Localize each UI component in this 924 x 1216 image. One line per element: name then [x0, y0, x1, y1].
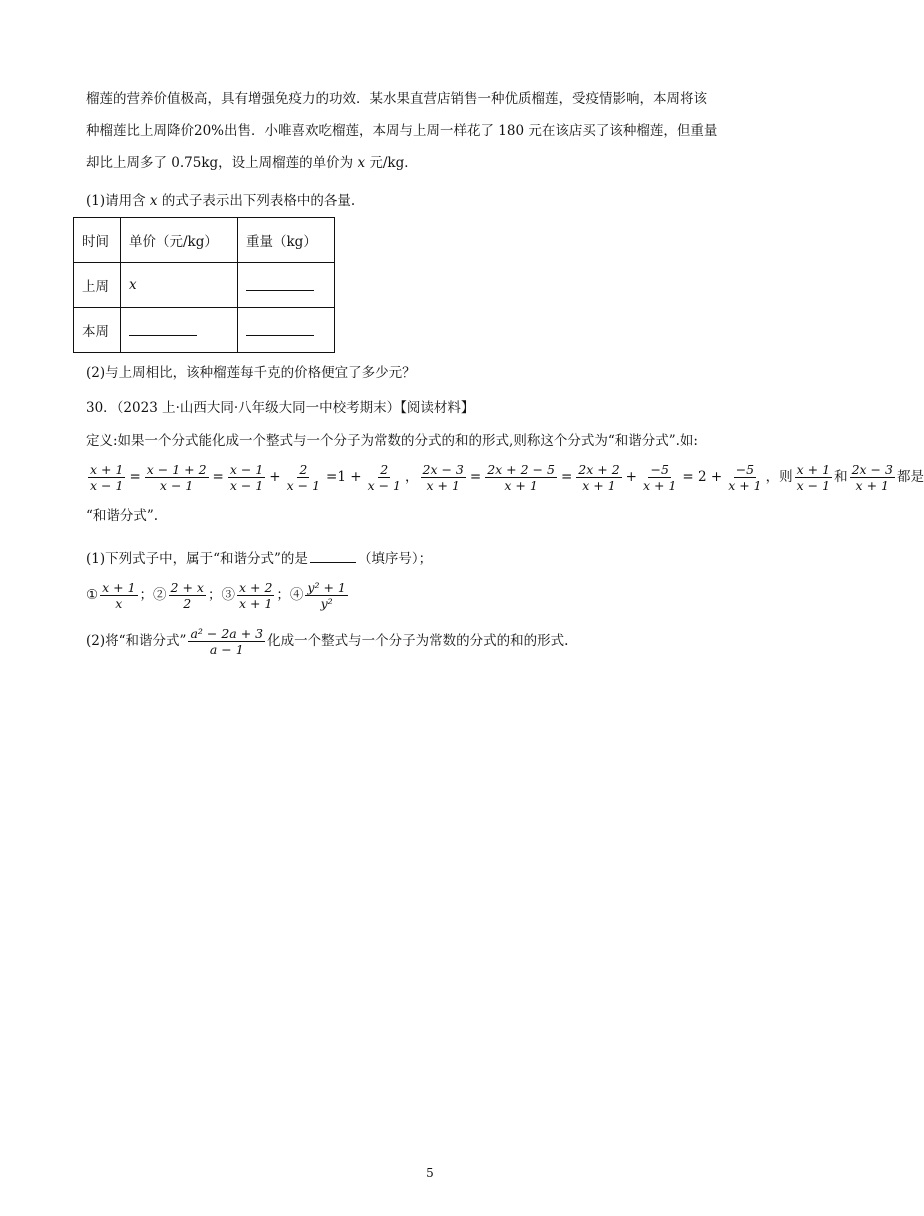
question-30-1 — [86, 548, 786, 570]
fraction: $\frac{x + 1}{x - 1}$ — [796, 462, 831, 493]
table-header-cell: 时间 — [74, 218, 121, 263]
option-list — [86, 578, 786, 612]
equals-sign: = — [129, 469, 141, 485]
and-word: 和 — [834, 469, 848, 485]
fraction: $\frac{2x + 2 - 5}{x + 1}$ — [487, 462, 555, 493]
option-marker: ① — [86, 587, 99, 603]
q30-1-text-b: （填序号）； — [357, 551, 433, 567]
question-29-1 — [86, 190, 786, 212]
price-cell: x — [121, 263, 238, 308]
fraction: $\frac{x + 1}{x}$ — [102, 580, 136, 611]
fraction: $\frac{x + 2}{x + 1}$ — [238, 580, 273, 611]
problem-30-definition: 定义:如果一个分式能化成一个整式与一个分子为常数的分式的和的形式,则称这个分式为“和谐分式”.如: — [86, 433, 698, 449]
equals-sign: = — [212, 469, 224, 485]
problem-29-line-3 — [86, 152, 786, 174]
weight-cell — [238, 308, 335, 353]
tail-word: 都是 — [896, 469, 924, 485]
question-29-2: (2)与上周相比，该种榴莲每千克的价格便宜了多少元？ — [86, 365, 416, 381]
then-word: ，则 — [765, 469, 793, 485]
table-row — [74, 308, 335, 353]
fraction: $\frac{2 + x}{2}$ — [170, 580, 204, 611]
variable-x: x — [357, 155, 366, 171]
option-marker: ；② — [139, 587, 167, 603]
fraction: $\frac{2}{x - 1}$ — [286, 462, 321, 493]
q30-2-text-a: (2)将“和谐分式” — [86, 633, 187, 649]
plus-sign: + — [625, 469, 637, 485]
table-header-row — [74, 218, 335, 263]
line-3-text-b: 元/kg． — [365, 155, 418, 171]
row-label: 上周 — [74, 263, 121, 308]
q1-variable-x: x — [149, 193, 158, 209]
line-3-text-a: 却比上周多了 0.75kg，设上周榴莲的单价为 — [86, 155, 358, 171]
separator: ， — [405, 469, 419, 485]
table-row — [74, 263, 335, 308]
page-number: 5 — [426, 1166, 434, 1180]
fraction: $\frac{-5}{x + 1}$ — [728, 462, 762, 493]
fraction: $\frac{2x + 2}{x + 1}$ — [578, 462, 620, 493]
option-marker: ；④ — [276, 587, 304, 603]
price-cell — [121, 308, 238, 353]
fraction: $\frac{x + 1}{x - 1}$ — [90, 462, 124, 493]
example-equations — [86, 460, 924, 494]
answer-blank[interactable] — [246, 321, 314, 336]
equals-sign: = — [560, 469, 573, 485]
answer-blank[interactable] — [246, 276, 314, 291]
equals-sign: = — [469, 469, 482, 485]
option-marker: ；③ — [207, 587, 235, 603]
q1-text-a: (1)请用含 — [86, 193, 150, 209]
q1-text-b: 的式子表示出下列表格中的各量. — [157, 193, 356, 209]
fraction: $\frac{\text{a² − 2a + 3}}{a - 1}$ — [190, 626, 264, 657]
fraction: $\frac{2}{x - 1}$ — [367, 462, 401, 493]
table-header-cell: 单价（元/kg） — [121, 218, 238, 263]
equals-sign: =1 + — [326, 469, 362, 485]
fraction: $\frac{\text{y² + 1}}{\text{y²}}$ — [307, 580, 346, 611]
quantity-table — [73, 217, 335, 353]
question-30-2 — [86, 624, 786, 658]
problem-29-line-1: 榴莲的营养价值极高，具有增强免疫力的功效．某水果直营店销售一种优质榴莲，受疫情影响，本周将该 — [86, 91, 707, 107]
problem-30-heading: 30．（2023 上·山西大同·八年级大同一中校考期末）【阅读材料】 — [86, 400, 475, 416]
q30-2-text-b: 化成一个整式与一个分子为常数的分式的和的形式. — [267, 633, 569, 649]
fraction: $\frac{2x - 3}{x + 1}$ — [851, 462, 893, 493]
plus-sign: + — [269, 469, 281, 485]
answer-blank[interactable] — [129, 321, 197, 336]
definition-end: “和谐分式”. — [86, 508, 159, 524]
table-header-cell: 重量（kg） — [238, 218, 335, 263]
fraction: $\frac{x - 1}{x - 1}$ — [229, 462, 264, 493]
q30-1-text-a: (1)下列式子中，属于“和谐分式”的是 — [86, 551, 308, 567]
problem-29-line-2: 种榴莲比上周降价20%出售．小唯喜欢吃榴莲，本周与上周一样花了 180 元在该店买了该种榴莲，但重量 — [86, 123, 718, 139]
fraction: $\frac{2x - 3}{x + 1}$ — [422, 462, 464, 493]
fraction: $\frac{-5}{x + 1}$ — [642, 462, 677, 493]
weight-cell — [238, 263, 335, 308]
row-label: 本周 — [74, 308, 121, 353]
answer-blank[interactable] — [310, 548, 356, 563]
equals-sign: = 2 + — [682, 469, 723, 485]
fraction: $\frac{x - 1 + 2}{x - 1}$ — [146, 462, 207, 493]
